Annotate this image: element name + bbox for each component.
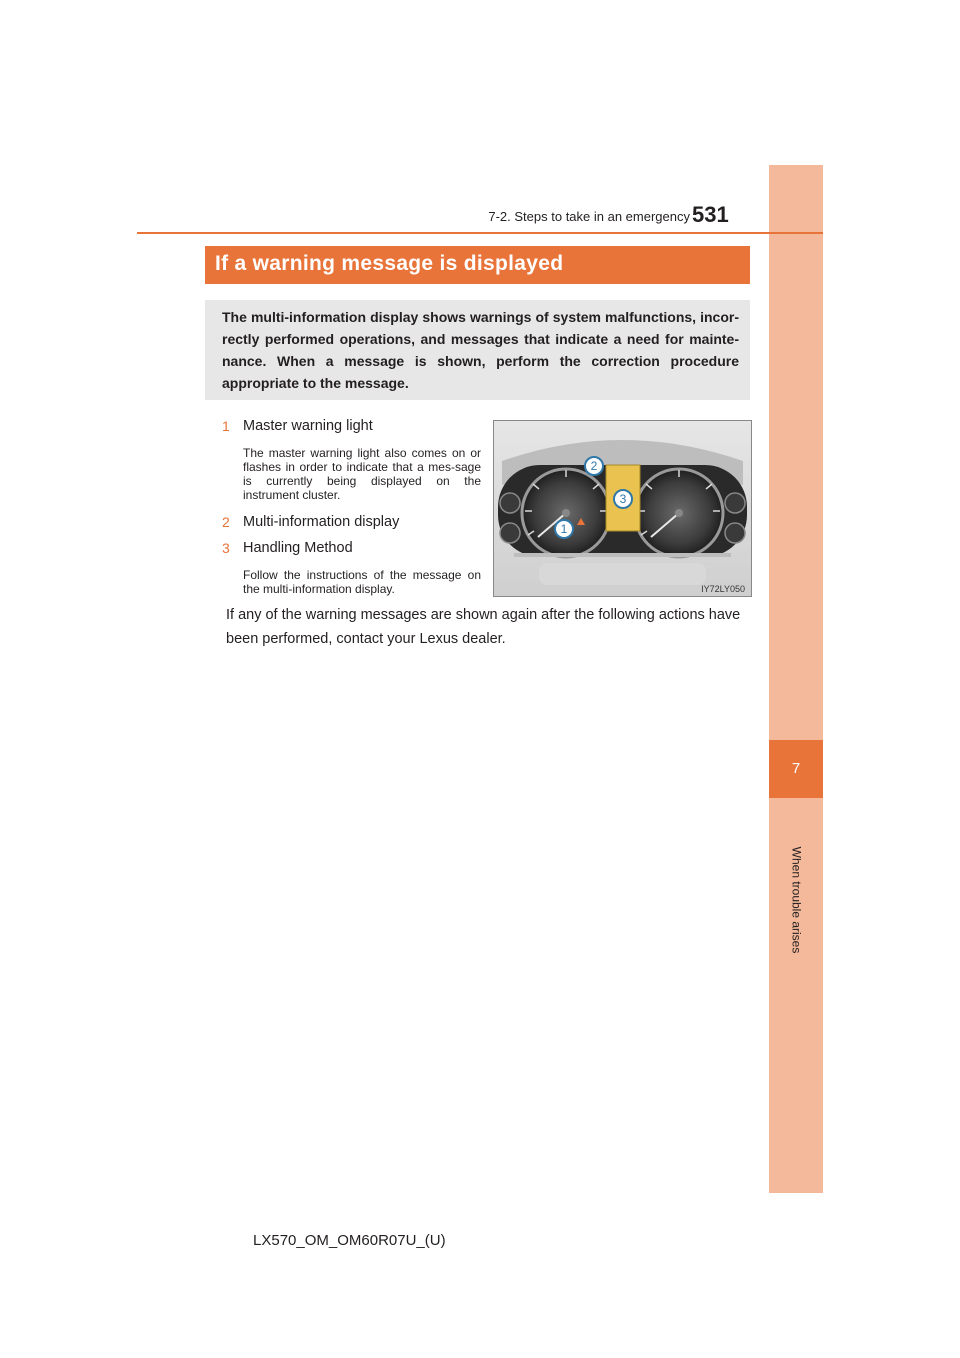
instrument-cluster-illustration	[494, 421, 751, 596]
item-3-label: Handling Method	[243, 540, 353, 556]
item-2-number: 2	[222, 514, 230, 530]
section-title-bar	[205, 246, 750, 284]
chapter-number: 7	[769, 740, 823, 798]
item-1-label: Master warning light	[243, 418, 373, 434]
section-title: If a warning message is displayed	[215, 252, 564, 275]
intro-box	[205, 300, 750, 400]
callout-3-label: 3	[619, 492, 627, 506]
item-2-label: Multi-information display	[243, 514, 400, 530]
header-rule	[137, 232, 823, 234]
chapter-title-container	[770, 830, 822, 970]
item-3-note: Follow the instructions of the message on the multi-information display.	[243, 568, 481, 596]
instrument-cluster-figure	[493, 420, 752, 597]
closing-text: If any of the warning messages are shown again after the following actions have been performed, contact your Lexus dealer.	[226, 607, 741, 647]
item-1-note: The master warning light also comes on or flashes in order to indicate that a mes-sage is currently being displayed on the instrument cluster.	[243, 446, 481, 502]
page-number: 531	[692, 202, 729, 227]
footer-doc-code: LX570_OM_OM60R07U_(U)	[253, 1232, 446, 1249]
running-header: 7-2. Steps to take in an emergency	[488, 209, 690, 224]
item-3-number: 3	[222, 540, 230, 556]
intro-text: The multi-information display shows warnings of system malfunctions, incor-rectly performed operations, and messages that indicate a need for mainte-nance. When a message is shown, perform the correction procedure appropriate to the message.	[222, 309, 739, 391]
figure-code: IY72LY050	[701, 584, 745, 594]
item-1-number: 1	[222, 418, 230, 434]
side-chapter-tab	[769, 165, 823, 1193]
callout-2-label: 2	[590, 459, 598, 473]
chapter-title: When trouble arises	[789, 846, 803, 954]
callout-1-label: 1	[560, 522, 568, 536]
